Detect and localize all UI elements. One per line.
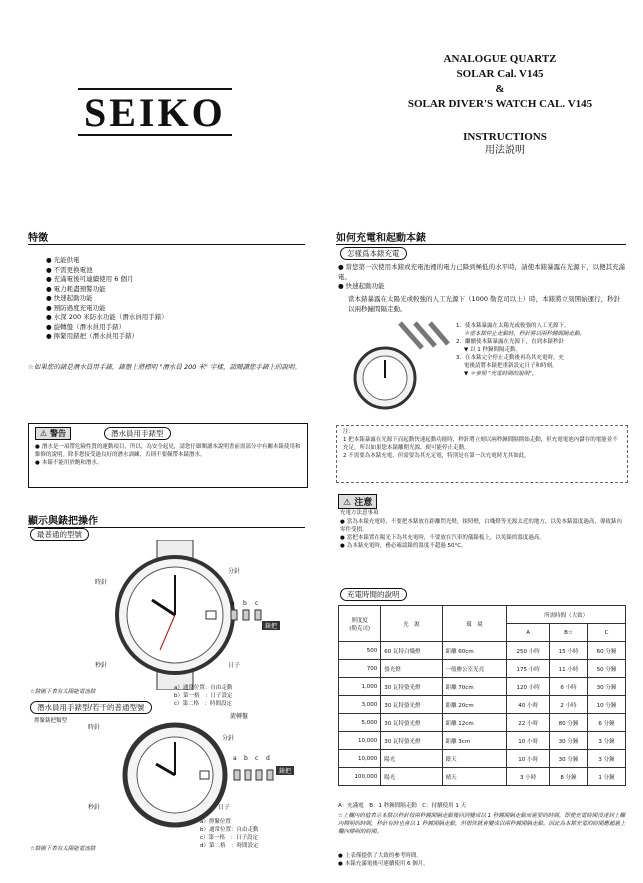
warning-box bbox=[28, 423, 308, 488]
diver-position-d: d）第二格 ：時間設定 bbox=[200, 843, 259, 849]
step-3c bbox=[456, 370, 628, 378]
title-line-2: SOLAR Cal. V145 bbox=[456, 68, 544, 80]
col-b: B☆ bbox=[550, 624, 588, 642]
cell: 螢光燈 bbox=[381, 660, 442, 678]
cell: 30 分鐘 bbox=[550, 732, 588, 750]
position-b: b）第一格 ：日子設定 bbox=[174, 693, 233, 699]
display-heading: 顯示與錶把操作 bbox=[28, 512, 305, 528]
watch-diagram-common bbox=[90, 540, 280, 690]
arrow-down-icon: ▼ bbox=[464, 347, 470, 353]
how-item: ● 快速起動功能 bbox=[338, 282, 626, 292]
diver-date-label: 日子 bbox=[218, 804, 231, 811]
positions-diver bbox=[200, 818, 259, 850]
cell: 距離 3cm bbox=[442, 732, 507, 750]
end-note: ● 本錶充滿電後可連續使用 6 個月。 bbox=[338, 860, 626, 868]
table-row bbox=[339, 750, 626, 768]
cell: 60 瓦特白熾燈 bbox=[381, 642, 442, 660]
abcd-label-a: a bbox=[233, 755, 237, 762]
step-2: 2．繼續使本錶暴露在光源下，直到本錶秒針 bbox=[456, 339, 565, 345]
cell: 30 分鐘 bbox=[550, 750, 588, 768]
step-1: 1．使本錶暴露在太陽光或較強的人工光源下。 bbox=[456, 323, 570, 329]
cell: 10 小時 bbox=[507, 732, 550, 750]
second-hand-label: 秒針 bbox=[95, 662, 108, 669]
step-1-note: ＊當本錶停止走動時，秒針將以兩秒鐘間隔走動。 bbox=[464, 331, 586, 337]
charge-table-title: 充電時間的說明 bbox=[340, 588, 407, 601]
caution-icon: ⚠ bbox=[343, 498, 352, 508]
table-row bbox=[339, 660, 626, 678]
cell: 8 分鐘 bbox=[550, 768, 588, 786]
cell: 30 瓦特螢光燈 bbox=[381, 696, 442, 714]
caution-label bbox=[338, 494, 377, 509]
step-3b: 電後請將本錶把重新設定日子和時刻。 bbox=[464, 363, 558, 369]
instructions-zh: 用法説明 bbox=[485, 145, 525, 156]
cell: 30 瓦特螢光燈 bbox=[381, 678, 442, 696]
cell: 175 小時 bbox=[507, 660, 550, 678]
cell: 陽光 bbox=[381, 750, 442, 768]
table-row bbox=[339, 732, 626, 750]
how-to-charge-label: 怎樣爲本錶充電 bbox=[340, 247, 407, 260]
cell: 距離 20cm bbox=[442, 696, 507, 714]
cell: 3 分鐘 bbox=[588, 732, 626, 750]
no-power-note-2: ☆錶圖下表有太陽能電池錶 bbox=[30, 846, 96, 852]
cell: 11 小時 bbox=[550, 660, 588, 678]
crown-label: 錶把 bbox=[262, 621, 280, 630]
table-row bbox=[339, 714, 626, 732]
feature-item: ● 旋轉盤（潛水員用手錶） bbox=[46, 323, 306, 333]
cell: 一般辦公室光亮 bbox=[442, 660, 507, 678]
position-c: c）第二格 ：時間設定 bbox=[174, 701, 233, 707]
cell: 6 小時 bbox=[550, 678, 588, 696]
arrow-down-icon: ▼ bbox=[464, 371, 470, 377]
how-item: ● 當您第一次使用本錶或充電池裡的電力已降到極低的水平時，請使本錶暴露在光源下，以便其充滿電。 bbox=[338, 263, 626, 282]
crown-pos-c bbox=[255, 610, 261, 620]
cell: 100,000 bbox=[339, 768, 381, 786]
cell: 40 小時 bbox=[507, 696, 550, 714]
cell: 晴天 bbox=[442, 768, 507, 786]
cell: 距離 60cm bbox=[442, 642, 507, 660]
caution-item: ● 當為本錶充電時，不要把本錶放在距離閃光燈，探照燈，白熾燈等光源太近的地方，以免本錶溫度過高，導致錶內零件受損。 bbox=[340, 518, 626, 534]
cell: 1 分鐘 bbox=[588, 768, 626, 786]
screw-type-label: 擰緊錶把類型 bbox=[34, 718, 68, 724]
diver-second-label: 秒針 bbox=[88, 804, 101, 811]
date-label: 日子 bbox=[228, 662, 241, 669]
title-line-3: & bbox=[495, 83, 505, 95]
col-c: C bbox=[588, 624, 626, 642]
feature-item: ● 快速起動功能 bbox=[46, 294, 306, 304]
abcd-label-c: c bbox=[255, 755, 259, 762]
quick-start-text: 當本錶暴露在太陽光或較強的人工光源下（1000 勒克司以上）時，本錶將立刻開始運行，秒針以兩秒鐘間隔走動。 bbox=[348, 295, 621, 313]
title-line-4: SOLAR DIVER'S WATCH CAL. V145 bbox=[407, 98, 593, 110]
feature-item: ● 擰緊用錶把（潛水員用手錶） bbox=[46, 332, 306, 342]
table-footnote: ☆上欄內的值表示本錶以秒針按兩秒鐘間隔走動後回到變成以 1 秒鐘間隔走動而需要的時間。即使充電時間沒達到上欄內標明的時間，秒針有時也會以 1 秒鐘間隔走動，但很快就會變成以兩秒鐘間隔走動。因此為本錶充電的時間應超過上欄內標明的時間。 bbox=[338, 813, 626, 835]
col-environment: 環 境 bbox=[442, 606, 507, 642]
cell: 距離 70cm bbox=[442, 678, 507, 696]
caution-list bbox=[340, 518, 626, 550]
diver-crown-d bbox=[267, 770, 273, 780]
warning-text: 警告 bbox=[49, 429, 66, 438]
features-note: ☆如果您的錶是潛水員用手錶，錶盤上將標明 "潛水員 200 米" 字樣，請閱讀您手錶上的說明。 bbox=[28, 363, 301, 371]
end-notes bbox=[338, 852, 626, 868]
how-list bbox=[338, 263, 626, 292]
cell: 10 分鐘 bbox=[588, 696, 626, 714]
diver-minute-label: 分針 bbox=[222, 735, 235, 742]
abcd-label-d: d bbox=[266, 755, 270, 762]
note-2: 2 不需要為本錶充電，但需要為其充足電，特別是在第一次充電時尤其如此。 bbox=[343, 453, 530, 459]
cell: 3 分鐘 bbox=[588, 750, 626, 768]
feature-item: ● 電力耗盡預警功能 bbox=[46, 285, 306, 295]
col-a: A bbox=[507, 624, 550, 642]
feature-item: ● 預防過度充電功能 bbox=[46, 304, 306, 314]
cell: 120 小時 bbox=[507, 678, 550, 696]
diver-position-a: a）擰緊位置 bbox=[200, 819, 231, 825]
warning-item: ● 本錶不能用於飽和潛水。 bbox=[35, 459, 301, 467]
seiko-logo: SEIKO bbox=[78, 88, 232, 136]
diver-crown-b bbox=[245, 770, 251, 780]
cell: 700 bbox=[339, 660, 381, 678]
date-window bbox=[206, 611, 216, 619]
notes-label: 注： bbox=[343, 429, 355, 435]
hour-hand-label: 時針 bbox=[95, 579, 108, 586]
cell: 3,000 bbox=[339, 696, 381, 714]
table-row bbox=[339, 678, 626, 696]
common-type-label: 最普通的型號 bbox=[30, 528, 89, 541]
table-row bbox=[339, 642, 626, 660]
watch-diagram-diver bbox=[90, 720, 290, 830]
col-lux bbox=[339, 606, 381, 642]
cell: 80 分鐘 bbox=[550, 714, 588, 732]
cell: 1,000 bbox=[339, 678, 381, 696]
rotating-bezel-label: 旋轉盤 bbox=[230, 713, 249, 720]
minute-hand-label: 分針 bbox=[228, 568, 241, 575]
features-heading: 特徵 bbox=[28, 229, 305, 245]
col-time: 所需時間（大致） bbox=[507, 606, 626, 624]
cell: 50 分鐘 bbox=[588, 660, 626, 678]
caution-item: ● 為本錶充電時，務必確認錶的溫度不超過 50°C。 bbox=[340, 542, 626, 550]
charging-steps bbox=[456, 322, 628, 378]
diver-crown-label: 錶把 bbox=[276, 766, 294, 775]
charging-illustration bbox=[340, 318, 455, 413]
diver-crown-c bbox=[256, 770, 262, 780]
cell: 30 瓦特螢光燈 bbox=[381, 714, 442, 732]
cell: 陰天 bbox=[442, 750, 507, 768]
step-2b-text: 以 1 秒鐘間隔走動。 bbox=[469, 347, 521, 353]
col-lux-text: 照度度 bbox=[351, 617, 368, 624]
step-2b bbox=[456, 346, 628, 354]
feature-item: ● 光能供電 bbox=[46, 256, 306, 266]
cell: 250 小時 bbox=[507, 642, 550, 660]
diver-crown-a bbox=[234, 770, 240, 780]
end-note: ● 上表僅提供了大致的參考時間。 bbox=[338, 852, 626, 860]
cell: 30 分鐘 bbox=[588, 678, 626, 696]
cell: 22 小時 bbox=[507, 714, 550, 732]
cell: 500 bbox=[339, 642, 381, 660]
warning-icon: ⚠ bbox=[40, 429, 48, 438]
title-block bbox=[370, 52, 630, 112]
feature-item: ● 水深 200 米防水功能（潛水員用手錶） bbox=[46, 313, 306, 323]
cell: 10 小時 bbox=[507, 750, 550, 768]
cell: 15 小時 bbox=[550, 642, 588, 660]
cell: 10,000 bbox=[339, 750, 381, 768]
cell: 距離 12cm bbox=[442, 714, 507, 732]
diver-position-b: b）通常位置：自由走動 bbox=[200, 827, 259, 833]
col-source: 光 源 bbox=[381, 606, 442, 642]
notes-box bbox=[336, 425, 628, 483]
cell: 5,000 bbox=[339, 714, 381, 732]
caution-item: ● 當把本錶置在陽光下為其充電時，不要放在汽車的儀錶板上，以免錶的溫度過高。 bbox=[340, 534, 626, 542]
step-3: 3．在本錶完全停止走動後再為其充電時，充 bbox=[456, 355, 565, 361]
no-power-note-1: ☆錶圖下表有太陽能電池錶 bbox=[30, 689, 96, 695]
features-list bbox=[46, 256, 306, 342]
cell: 3 小時 bbox=[507, 768, 550, 786]
step-3c-text: ＊參照 "充電時間的說明"。 bbox=[469, 371, 538, 377]
cell: 30 瓦特螢光燈 bbox=[381, 732, 442, 750]
warning-label bbox=[35, 427, 71, 440]
cell: 60 分鐘 bbox=[588, 642, 626, 660]
caution-subtitle: 充電方法意事項 bbox=[340, 510, 379, 516]
cell: 陽光 bbox=[381, 768, 442, 786]
col-lux-unit: (勒克司) bbox=[349, 625, 370, 632]
feature-item: ● 不需更换電池 bbox=[46, 266, 306, 276]
diver-date-window bbox=[200, 771, 209, 779]
table-row bbox=[339, 696, 626, 714]
cell: 2 小時 bbox=[550, 696, 588, 714]
table-row bbox=[339, 768, 626, 786]
caution-text: 注意 bbox=[354, 498, 373, 508]
abcd-label-b: b bbox=[244, 755, 248, 762]
diver-type-label: 潛水員用手錶型/若干的普通型號 bbox=[30, 701, 152, 714]
diver-position-c: c）第一格 ：日子設定 bbox=[200, 835, 259, 841]
crown-pos-a bbox=[231, 610, 237, 620]
crown-pos-b bbox=[243, 610, 249, 620]
note-1: 1 把本錶暴露在光源下而起動快速起動功能時，秒針將立刻以兩秒鐘間隔開始走動，但充電電池內儲存的電能並不充足。所以如果您本錶離開光源，便可能停止走動。 bbox=[343, 437, 618, 451]
warning-subtitle: 潛水員用手錶型 bbox=[104, 427, 171, 440]
positions-common bbox=[174, 684, 233, 708]
position-a: a）通常位置：自由走動 bbox=[174, 685, 233, 691]
abc-label-c: c bbox=[255, 600, 259, 607]
feature-item: ● 充滿電後可連續使用 6 個月 bbox=[46, 275, 306, 285]
instructions-en: INSTRUCTIONS bbox=[463, 131, 547, 143]
warning-list bbox=[35, 443, 301, 467]
diver-hour-label: 時針 bbox=[88, 724, 101, 731]
abc-label-a: a bbox=[231, 600, 235, 607]
abc-label-b: b bbox=[243, 600, 247, 607]
instructions-title bbox=[430, 130, 580, 158]
charging-heading: 如何充電和起動本錶 bbox=[336, 229, 626, 245]
table-legend: A：充滿電 B：1 秒鐘間隔走動 C：持續使用 1 天 bbox=[338, 803, 467, 809]
charge-time-table bbox=[338, 605, 626, 786]
cell: 10,000 bbox=[339, 732, 381, 750]
title-line-1: ANALOGUE QUARTZ bbox=[443, 53, 557, 65]
cell: 6 分鐘 bbox=[588, 714, 626, 732]
warning-item: ● 潛水是一項帶危險性質的運動項目，所以，為安全起見，請您仔細閱讀本說明書前需部分中有關本錶使用和維修的說明。除非您接受過良好的潛水訓練，否則不要佩帶本錶潛水。 bbox=[35, 443, 301, 459]
